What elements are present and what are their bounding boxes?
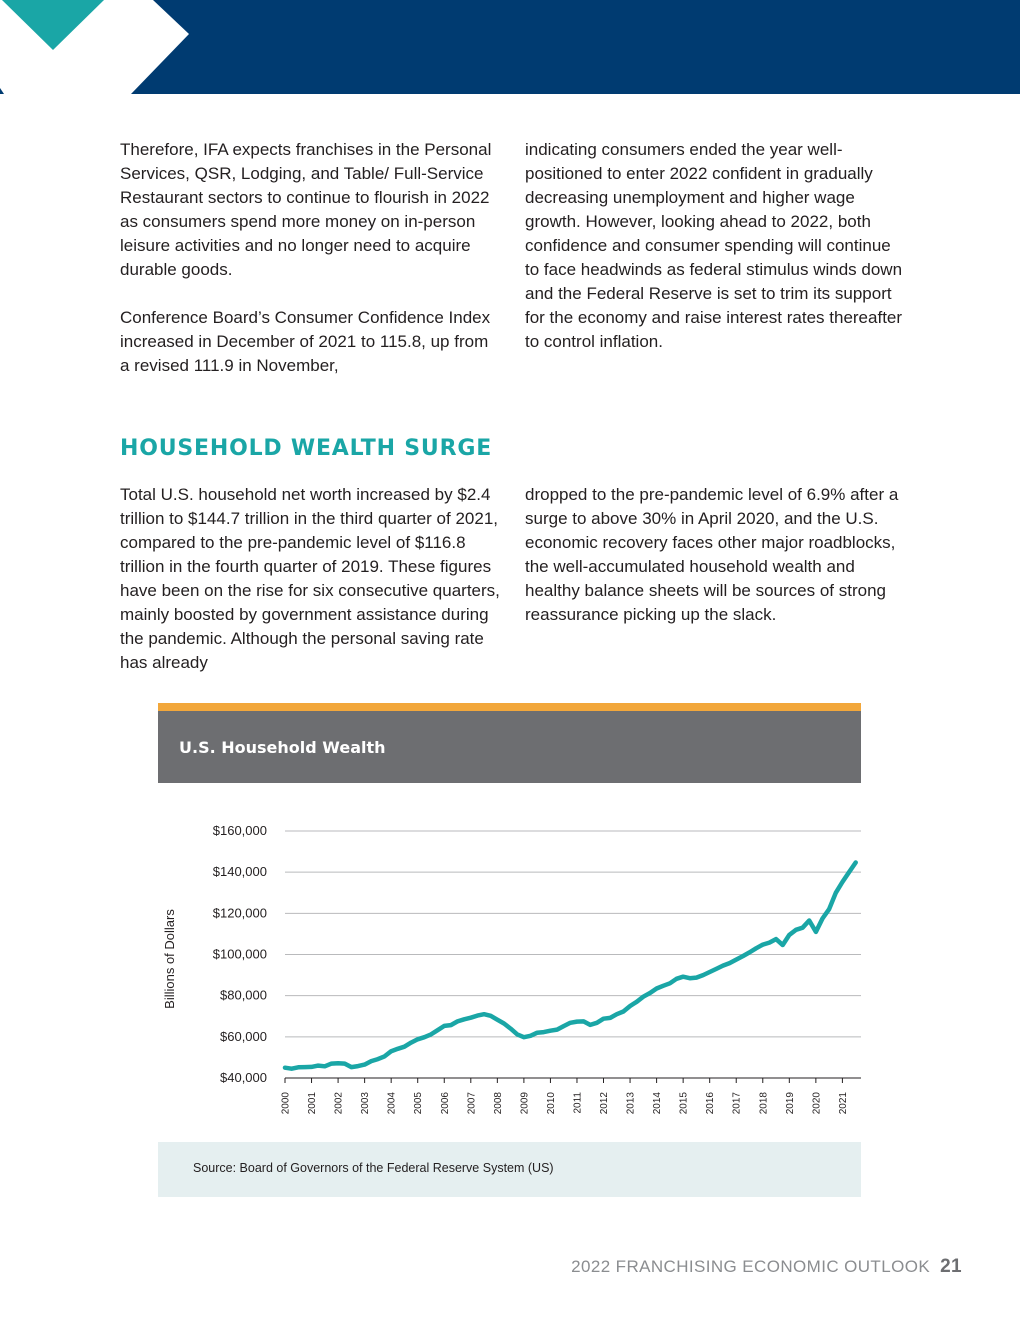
data-point bbox=[529, 1034, 533, 1038]
y-tick-label: $160,000 bbox=[212, 823, 267, 838]
data-point bbox=[807, 919, 811, 923]
data-point bbox=[283, 1066, 287, 1070]
y-tick-label: $80,000 bbox=[220, 987, 267, 1003]
x-tick-label: 2012 bbox=[599, 1092, 611, 1115]
intro-left-column bbox=[120, 138, 500, 402]
chart-source-text: Source: Board of Governors of the Federal Reserve System (US) bbox=[193, 1161, 554, 1175]
data-point bbox=[734, 958, 738, 962]
data-point bbox=[303, 1065, 307, 1069]
footer-title: 2022 FRANCHISING ECONOMIC OUTLOOK bbox=[571, 1257, 931, 1276]
data-point bbox=[575, 1020, 579, 1024]
data-point bbox=[423, 1035, 427, 1039]
data-point bbox=[588, 1023, 592, 1027]
x-tick-label: 2014 bbox=[652, 1092, 664, 1115]
data-point bbox=[635, 1000, 639, 1004]
x-tick-label: 2005 bbox=[413, 1092, 425, 1115]
data-point bbox=[728, 961, 732, 965]
section-left-column bbox=[120, 483, 500, 699]
data-point bbox=[608, 1016, 612, 1020]
data-point bbox=[688, 976, 692, 980]
x-tick-label: 2008 bbox=[492, 1092, 504, 1115]
data-point bbox=[708, 970, 712, 974]
x-tick-label: 2006 bbox=[439, 1092, 451, 1115]
data-point bbox=[642, 995, 646, 999]
data-point bbox=[715, 967, 719, 971]
data-point bbox=[761, 943, 765, 947]
grid-layer bbox=[285, 831, 861, 1078]
data-point bbox=[522, 1035, 526, 1039]
data-point bbox=[768, 941, 772, 945]
data-point bbox=[622, 1010, 626, 1014]
household-wealth-chart bbox=[158, 703, 861, 1197]
data-point bbox=[516, 1033, 520, 1037]
x-tick-label: 2016 bbox=[705, 1092, 717, 1115]
data-point bbox=[721, 964, 725, 968]
x-tick-label: 2003 bbox=[360, 1092, 372, 1115]
x-tick-label: 2007 bbox=[466, 1092, 478, 1115]
data-point bbox=[376, 1057, 380, 1061]
data-point bbox=[370, 1059, 374, 1063]
data-point bbox=[482, 1012, 486, 1016]
data-point bbox=[363, 1063, 367, 1067]
data-point bbox=[555, 1028, 559, 1032]
x-tick-label: 2009 bbox=[519, 1092, 531, 1115]
x-tick-label: 2017 bbox=[731, 1092, 743, 1115]
header-banner bbox=[0, 0, 1020, 94]
y-tick-label: $140,000 bbox=[212, 864, 267, 880]
data-point bbox=[774, 937, 778, 941]
data-point bbox=[396, 1047, 400, 1051]
intro-right-column bbox=[525, 138, 905, 378]
data-point bbox=[821, 917, 825, 921]
section-paragraph: dropped to the pre-pandemic level of 6.9% after a surge to above 30% in April 2020, and the U.S. economic recovery faces other major roadblocks, the well-accumulated household wealth and healthy balance sheets will be sources of strong reassurance picking up the slack. bbox=[525, 485, 899, 624]
data-point bbox=[582, 1020, 586, 1024]
data-point bbox=[801, 926, 805, 930]
data-point bbox=[456, 1020, 460, 1024]
x-tick-label: 2001 bbox=[307, 1092, 319, 1115]
x-tick-label: 2000 bbox=[280, 1092, 292, 1115]
data-point bbox=[827, 907, 831, 911]
y-tick-labels bbox=[213, 823, 267, 1085]
data-point bbox=[748, 951, 752, 955]
data-point bbox=[356, 1064, 360, 1068]
data-point bbox=[350, 1065, 354, 1069]
y-tick-label: $120,000 bbox=[212, 905, 267, 921]
data-point bbox=[330, 1062, 334, 1066]
x-tick-label: 2011 bbox=[572, 1092, 584, 1114]
x-tick-label: 2021 bbox=[837, 1092, 849, 1115]
data-point bbox=[701, 973, 705, 977]
data-point bbox=[602, 1017, 606, 1021]
data-point bbox=[615, 1012, 619, 1016]
data-point bbox=[416, 1038, 420, 1042]
intro-paragraph: Conference Board’s Consumer Confidence Index increased in December of 2021 to 115.8, up from a revised 111.9 in November, bbox=[120, 308, 491, 375]
y-tick-label: $60,000 bbox=[220, 1028, 267, 1044]
data-point bbox=[794, 928, 798, 932]
data-point bbox=[429, 1033, 433, 1037]
data-point bbox=[595, 1021, 599, 1025]
data-point bbox=[443, 1024, 447, 1028]
data-point bbox=[462, 1018, 466, 1022]
data-point bbox=[661, 984, 665, 988]
page-number: 21 bbox=[940, 1256, 962, 1277]
data-point bbox=[741, 954, 745, 958]
data-point bbox=[841, 880, 845, 884]
page-footer bbox=[571, 1256, 962, 1278]
chart-accent-bar bbox=[158, 703, 861, 711]
data-point bbox=[476, 1014, 480, 1018]
data-point bbox=[655, 987, 659, 991]
data-point bbox=[695, 976, 699, 980]
data-point bbox=[469, 1016, 473, 1020]
y-tick-label: $40,000 bbox=[220, 1070, 267, 1085]
y-tick-label: $100,000 bbox=[212, 946, 267, 962]
x-tick-label: 2013 bbox=[625, 1092, 637, 1115]
data-point bbox=[502, 1022, 506, 1026]
data-point bbox=[754, 947, 758, 951]
data-point bbox=[648, 991, 652, 995]
x-tick-label: 2015 bbox=[678, 1092, 690, 1115]
data-point bbox=[668, 982, 672, 986]
data-point bbox=[781, 943, 785, 947]
series-layer bbox=[283, 861, 857, 1071]
intro-paragraph: indicating consumers ended the year well-positioned to enter 2022 confident in gradually decreasing unemployment and higher wage growth. However, looking ahead to 2022, both confidence and consumer spending will continue to face headwinds as federal stimulus winds down and the Federal Reserve is set to trim its support for the economy and raise interest rates thereafter to control inflation. bbox=[525, 140, 903, 351]
x-tick-label: 2019 bbox=[784, 1092, 796, 1115]
chart-title: U.S. Household Wealth bbox=[179, 738, 386, 757]
x-tick-label: 2018 bbox=[758, 1092, 770, 1115]
data-point bbox=[310, 1065, 314, 1069]
data-point bbox=[542, 1030, 546, 1034]
x-tick-label: 2010 bbox=[545, 1092, 557, 1115]
data-point bbox=[389, 1049, 393, 1053]
data-point bbox=[854, 861, 858, 865]
data-point bbox=[681, 975, 685, 979]
data-point bbox=[290, 1067, 294, 1071]
data-point bbox=[336, 1061, 340, 1065]
x-tick-label: 2002 bbox=[333, 1092, 345, 1115]
series-line bbox=[285, 863, 856, 1069]
data-point bbox=[409, 1041, 413, 1045]
data-point bbox=[788, 933, 792, 937]
data-point bbox=[549, 1029, 553, 1033]
data-point bbox=[403, 1045, 407, 1049]
data-point bbox=[323, 1065, 327, 1069]
data-point bbox=[562, 1024, 566, 1028]
section-right-column bbox=[525, 483, 905, 651]
intro-paragraph: Therefore, IFA expects franchises in the Personal Services, QSR, Lodging, and Table/ Full-Service Restaurant sectors to continue to flourish in 2022 as consumers spend more money on in-person leisure activities and no longer need to acquire durable goods. bbox=[120, 140, 492, 279]
x-tick-label: 2020 bbox=[811, 1092, 823, 1115]
y-axis-title: Billions of Dollars bbox=[162, 909, 177, 1009]
data-point bbox=[297, 1066, 301, 1070]
section-paragraph: Total U.S. household net worth increased by $2.4 trillion to $144.7 trillion in the third quarter of 2021, compared to the pre-pandemic level of $116.8 trillion in the fourth quarter of 2019. These figures have been on the rise for six consecutive quarters, mainly boosted by government assistance during the pandemic. Although the personal saving rate has already bbox=[120, 485, 500, 672]
data-point bbox=[449, 1023, 453, 1027]
data-point bbox=[847, 870, 851, 874]
data-point bbox=[496, 1018, 500, 1022]
x-tick-label: 2004 bbox=[386, 1092, 398, 1115]
data-point bbox=[489, 1014, 493, 1018]
data-point bbox=[675, 977, 679, 981]
data-point bbox=[436, 1028, 440, 1032]
x-tick-labels bbox=[281, 1078, 849, 1114]
data-point bbox=[509, 1027, 513, 1031]
chart-header bbox=[158, 711, 861, 783]
data-point bbox=[834, 891, 838, 895]
data-point bbox=[383, 1055, 387, 1059]
data-point bbox=[343, 1062, 347, 1066]
chart-source-box bbox=[158, 1142, 861, 1197]
chart-plot bbox=[158, 783, 861, 1142]
data-point bbox=[814, 930, 818, 934]
data-point bbox=[316, 1064, 320, 1068]
data-point bbox=[569, 1021, 573, 1025]
data-point bbox=[535, 1031, 539, 1035]
section-heading: HOUSEHOLD WEALTH SURGE bbox=[120, 436, 493, 461]
data-point bbox=[628, 1004, 632, 1008]
